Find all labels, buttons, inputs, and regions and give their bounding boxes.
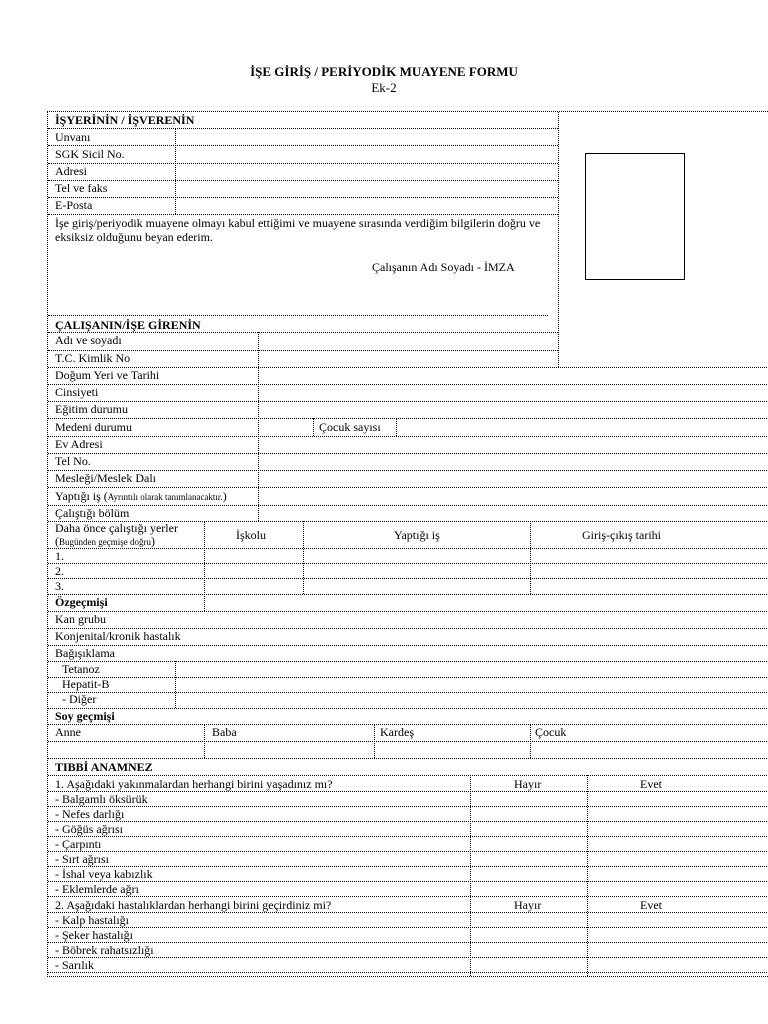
- child-count-label: Çocuk sayısı: [319, 420, 381, 434]
- row-divider: [48, 505, 768, 506]
- row-divider: [48, 418, 768, 419]
- row-divider: [48, 677, 768, 678]
- col-sector: İşkolu: [236, 528, 266, 542]
- history-heading: Özgeçmişi: [55, 595, 108, 609]
- employee-marital-label: Medeni durumu: [55, 420, 132, 434]
- employee-job-label: [55, 489, 227, 504]
- employer-email-label: E-Posta: [55, 198, 93, 212]
- employee-tc-label: T.C. Kimlik No: [55, 351, 131, 365]
- row-divider: [48, 578, 768, 579]
- row-divider: [48, 821, 768, 822]
- declaration-text: İşe giriş/periyodik muayene olmayı kabul ettiğimi ve muayene sırasında verdiğim bilgilerin doğru ve eksiksiz olduğunu beyan ederim.: [55, 216, 541, 244]
- column-divider: [313, 418, 314, 436]
- column-divider: [470, 775, 471, 976]
- row-divider: [48, 836, 768, 837]
- column-divider: [374, 724, 375, 758]
- row-divider: [48, 957, 768, 958]
- vaccine-hepatitis-b: Hepatit-B: [62, 677, 110, 691]
- signature-label: Çalışanın Adı Soyadı - İMZA: [372, 260, 515, 274]
- employer-sgk-label: SGK Sicil No.: [55, 147, 125, 161]
- row-divider: [48, 972, 768, 973]
- previous-job-row-1: 1.: [55, 549, 64, 563]
- q1-yes-label: Evet: [640, 777, 662, 791]
- vaccine-other: - Diğer: [62, 692, 97, 706]
- employer-title-label: Unvanı: [55, 130, 91, 144]
- column-divider: [204, 724, 205, 758]
- anamnesis-item: - Sırt ağrısı: [55, 852, 109, 866]
- row-divider: [48, 775, 768, 776]
- row-divider: [48, 384, 768, 385]
- row-divider: [48, 401, 768, 402]
- previous-job-row-3: 3.: [55, 579, 64, 593]
- family-mother: Anne: [55, 725, 81, 739]
- column-divider: [530, 521, 531, 594]
- job-label-end: ): [222, 489, 227, 503]
- row-divider: [48, 563, 768, 564]
- column-divider: [175, 661, 176, 708]
- row-divider: [48, 453, 768, 454]
- column-divider: [204, 521, 205, 611]
- previous-jobs-note-text: Bugünden geçmişe doğru: [59, 537, 151, 547]
- q1-no-label: Hayır: [514, 777, 542, 791]
- row-divider: [48, 708, 768, 709]
- employee-heading: ÇALIŞANIN/İŞE GİRENİN: [55, 318, 201, 332]
- blood-group-label: Kan grubu: [55, 612, 106, 626]
- question-2: 2. Aşağıdaki hastalıklardan herhangi birini geçirdiniz mi?: [55, 898, 332, 912]
- row-divider: [48, 791, 768, 792]
- anamnesis-item: - Şeker hastalığı: [55, 928, 133, 942]
- anamnesis-item: - Göğüs ağrısı: [55, 822, 123, 836]
- row-divider: [48, 470, 768, 471]
- column-divider: [558, 112, 559, 367]
- row-divider: [48, 741, 768, 742]
- previous-jobs-label: Daha önce çalıştığı yerler: [55, 521, 178, 535]
- row-divider: [48, 214, 558, 215]
- anamnesis-item: - Kalp hastalığı: [55, 913, 129, 927]
- row-divider: [48, 645, 768, 646]
- employer-heading: İŞYERİNİN / İŞVERENİN: [55, 113, 195, 127]
- row-divider: [48, 145, 558, 146]
- previous-job-row-2: 2.: [55, 564, 64, 578]
- row-divider: [48, 927, 768, 928]
- row-divider: [48, 881, 768, 882]
- column-divider: [175, 128, 176, 214]
- anamnesis-item: - Sarılık: [55, 958, 94, 972]
- row-divider: [48, 942, 768, 943]
- row-divider: [48, 315, 548, 316]
- q2-no-label: Hayır: [514, 898, 542, 912]
- row-divider: [48, 332, 558, 333]
- row-divider: [48, 912, 768, 913]
- employer-address-label: Adresi: [55, 164, 87, 178]
- employee-name-label: Adı ve soyadı: [55, 333, 122, 347]
- employee-profession-label: Mesleği/Meslek Dalı: [55, 471, 156, 485]
- employer-phone-label: Tel ve faks: [55, 181, 108, 195]
- row-divider: [48, 594, 768, 595]
- row-divider: [48, 758, 768, 759]
- note-close: ): [150, 534, 155, 548]
- col-job: Yaptığı iş: [394, 528, 440, 542]
- row-divider: [48, 611, 768, 612]
- row-divider: [48, 128, 558, 129]
- row-divider: [48, 436, 768, 437]
- anamnesis-item: - İshal veya kabızlık: [55, 867, 153, 881]
- column-divider: [530, 724, 531, 758]
- chronic-disease-label: Konjenital/kronik hastalık: [55, 629, 181, 643]
- row-divider: [48, 180, 558, 181]
- anamnesis-item: - Böbrek rahatsızlığı: [55, 943, 154, 957]
- column-divider: [587, 775, 588, 976]
- row-divider: [48, 487, 768, 488]
- row-divider: [48, 548, 768, 549]
- previous-jobs-note: [55, 534, 155, 549]
- anamnesis-heading: TIBBİ ANAMNEZ: [55, 760, 153, 774]
- column-divider: [303, 521, 304, 594]
- photo-box[interactable]: [585, 153, 685, 280]
- anamnesis-item: - Eklemlerde ağrı: [55, 882, 139, 896]
- col-dates: Giriş-çıkış tarihi: [582, 528, 661, 542]
- row-divider: [48, 866, 768, 867]
- family-child: Çocuk: [535, 725, 567, 739]
- question-1: 1. Aşağıdaki yakınmalardan herhangi birini yaşadınız mı?: [55, 777, 333, 791]
- form-title: İŞE GİRİŞ / PERİYODİK MUAYENE FORMU: [250, 64, 518, 79]
- column-divider: [396, 418, 397, 436]
- row-divider: [48, 896, 768, 897]
- anamnesis-item: - Nefes darlığı: [55, 807, 125, 821]
- row-divider: [48, 163, 558, 164]
- row-divider: [48, 806, 768, 807]
- family-heading: Soy geçmişi: [55, 709, 115, 723]
- job-label-text: Yaptığı iş (: [55, 489, 108, 503]
- row-divider: [48, 197, 558, 198]
- vaccine-tetanus: Tetanoz: [62, 662, 100, 676]
- anamnesis-item: - Çarpıntı: [55, 837, 102, 851]
- row-divider: [48, 692, 768, 693]
- note-open: (: [55, 534, 59, 548]
- anamnesis-item: - Balgamlı öksürük: [55, 792, 148, 806]
- employee-gender-label: Cinsiyeti: [55, 385, 99, 399]
- family-sibling: Kardeş: [380, 725, 414, 739]
- form-annex-label: Ek-2: [371, 80, 397, 95]
- row-divider: [48, 851, 768, 852]
- row-divider: [48, 661, 768, 662]
- immunization-label: Bağışıklama: [55, 646, 115, 660]
- employee-department-label: Çalıştığı bölüm: [55, 506, 130, 520]
- employee-phone-label: Tel No.: [55, 454, 91, 468]
- job-note: Ayrıntılı olarak tanımlanacaktır.: [107, 492, 223, 502]
- employee-home-address-label: Ev Adresi: [55, 437, 103, 451]
- employee-birth-label: Doğum Yeri ve Tarihi: [55, 368, 160, 382]
- family-father: Baba: [212, 725, 237, 739]
- column-divider: [258, 332, 259, 521]
- q2-yes-label: Evet: [640, 898, 662, 912]
- employee-education-label: Eğitim durumu: [55, 402, 128, 416]
